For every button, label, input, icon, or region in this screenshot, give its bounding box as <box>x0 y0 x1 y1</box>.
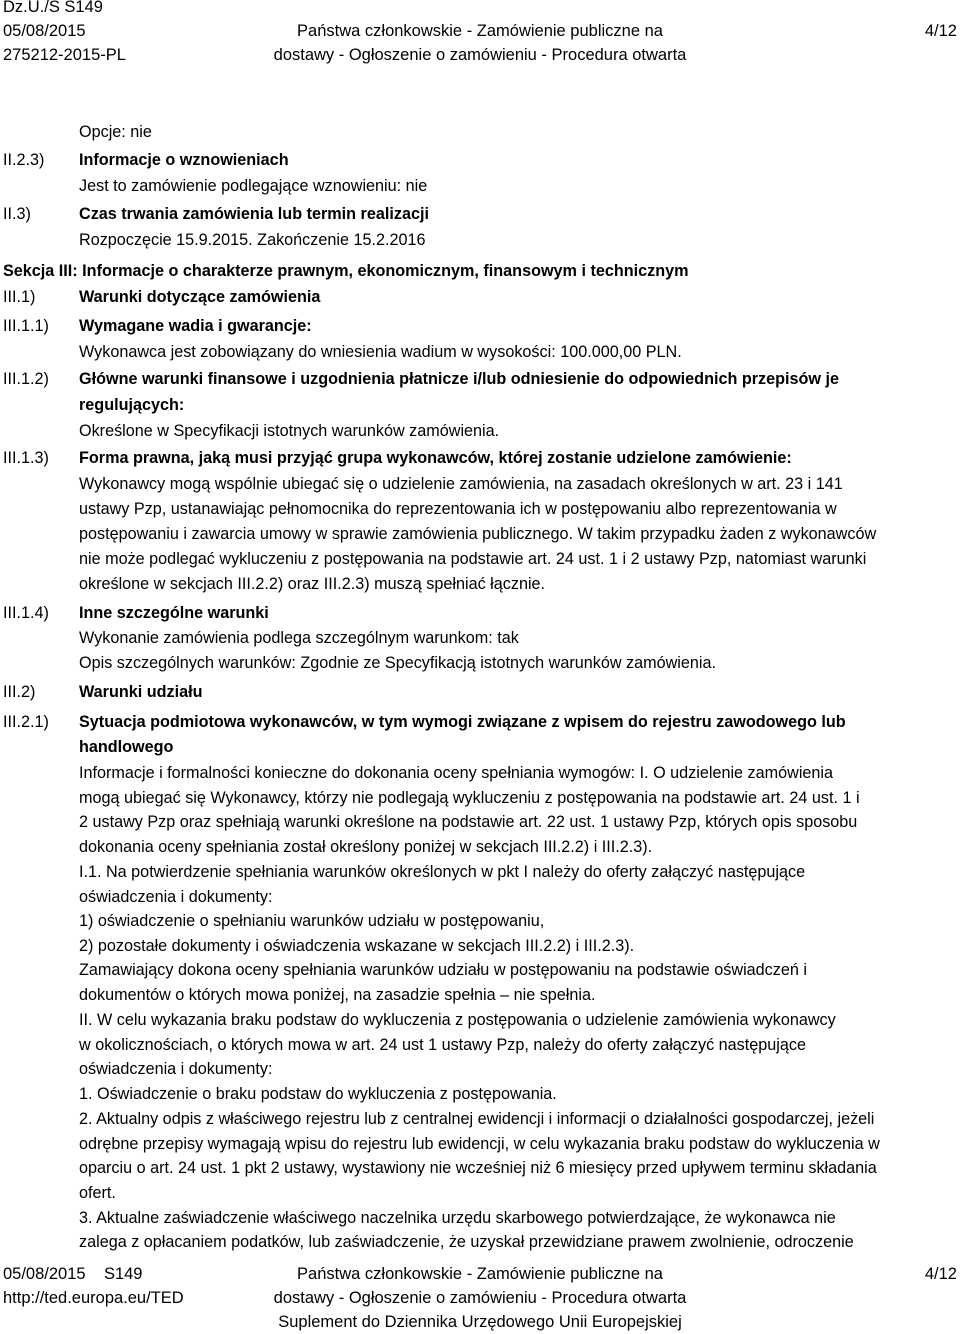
section-number: III.2) <box>3 683 36 701</box>
text-line: postępowaniu i zawarcia umowy w sprawie zamówienia publicznego. W takim przypadku żaden z wykonawców <box>79 525 877 543</box>
subsection-heading: handlowego <box>79 738 174 756</box>
notice-number: 275212-2015-PL <box>3 46 126 64</box>
section-number: II.2.3) <box>3 151 45 169</box>
header-title-line-2: dostawy - Ogłoszenie o zamówieniu - Procedura otwarta <box>273 46 687 64</box>
subsection-heading: Główne warunki finansowe i uzgodnienia płatnicze i/lub odniesienie do odpowiednich przepisów je <box>79 370 839 388</box>
section-number: III.1.2) <box>3 370 49 388</box>
footer-issue: S149 <box>103 1265 143 1283</box>
subsection-heading: regulujących: <box>79 396 185 414</box>
journal-ref: Dz.U./S S149 <box>3 0 103 16</box>
text-line: określone w sekcjach III.2.2) oraz III.2.3) muszą spełniać łącznie. <box>79 575 546 593</box>
text-line: ustawy Pzp, ustanawiając pełnomocnika do reprezentowania ich w postępowaniu albo reprezentowania w <box>79 500 837 518</box>
text-line: 1) oświadczenie o spełnianiu warunków udziału w postępowaniu, <box>79 912 545 930</box>
text-line: Określone w Specyfikacji istotnych warunków zamówienia. <box>79 422 500 440</box>
footer-url-link[interactable]: http://ted.europa.eu/TED <box>3 1289 184 1307</box>
section-number: III.1.1) <box>3 317 49 335</box>
section-number: III.1.3) <box>3 449 49 467</box>
text-line: II. W celu wykazania braku podstaw do wykluczenia z postępowania o udzielenie zamówienia wykonawcy <box>79 1011 836 1029</box>
text-line: oświadczenia i dokumenty: <box>79 1060 273 1078</box>
section-number: III.1.4) <box>3 604 49 622</box>
text-line: ofert. <box>79 1184 116 1202</box>
footer-title-line-3: Suplement do Dziennika Urzędowego Unii Europejskiej <box>278 1313 682 1331</box>
subsection-heading: Sytuacja podmiotowa wykonawców, w tym wymogi związane z wpisem do rejestru zawodowego lub <box>79 713 846 731</box>
header-page-number: 4/12 <box>924 22 957 40</box>
section-number: III.2.1) <box>3 713 49 731</box>
text-line: 3. Aktualne zaświadczenie właściwego naczelnika urzędu skarbowego potwierdzające, że wykonawca nie <box>79 1209 836 1227</box>
text-line: Wykonawcy mogą wspólnie ubiegać się o udzielenie zamówienia, na zasadach określonych w art. 23 i 141 <box>79 475 843 493</box>
text-line: nie może podlegać wykluczeniu z postępowania na podstawie art. 24 ust. 1 i 2 ustawy Pzp, natomiast warunki <box>79 550 867 568</box>
text-line: 2 ustawy Pzp oraz spełniają warunki określone na podstawie art. 22 ust. 1 ustawy Pzp, których opis sposobu <box>79 813 858 831</box>
text-line: w okolicznościach, o których mowa w art. 24 ust 1 ustawy Pzp, należy do oferty załączyć następujące <box>79 1036 806 1054</box>
subsection-heading: Warunki udziału <box>79 683 203 701</box>
text-line: Wykonawca jest zobowiązany do wniesienia wadium w wysokości: 100.000,00 PLN. <box>79 343 682 361</box>
subsection-heading: Forma prawna, jaką musi przyjąć grupa wykonawców, której zostanie udzielone zamówienie: <box>79 449 792 467</box>
text-line: Wykonanie zamówienia podlega szczególnym warunkom: tak <box>79 629 519 647</box>
text-line: 1. Oświadczenie o braku podstaw do wykluczenia z postępowania. <box>79 1085 557 1103</box>
text-line: mogą ubiegać się Wykonawcy, którzy nie podlegają wykluczeniu z postępowania na podstawie art. 24 ust. 1 i <box>79 789 860 807</box>
text-line: Informacje i formalności konieczne do dokonania oceny spełniania wymogów: I. O udzielenie zamówienia <box>79 764 834 782</box>
header-title-line-1: Państwa członkowskie - Zamówienie publiczne na <box>297 22 663 40</box>
text-line: odrębne przepisy wymagają wpisu do rejestru lub ewidencji, w celu wykazania braku podstaw do wykluczenia w <box>79 1135 880 1153</box>
text-line: Rozpoczęcie 15.9.2015. Zakończenie 15.2.2016 <box>79 231 426 249</box>
text-line: Zamawiający dokona oceny spełniania warunków udziału w postępowaniu na podstawie oświadczeń i <box>79 961 807 979</box>
subsection-heading: Informacje o wznowieniach <box>79 151 289 169</box>
text-line: 2) pozostałe dokumenty i oświadczenia wskazane w sekcjach III.2.2) i III.2.3). <box>79 937 635 955</box>
text-line: 2. Aktualny odpis z właściwego rejestru lub z centralnej ewidencji i informacji o działalności gospodarczej, jeżeli <box>79 1110 875 1128</box>
page-header <box>0 0 960 72</box>
section-number: III.1) <box>3 288 36 306</box>
text-line: Jest to zamówienie podlegające wznowieniu: nie <box>79 177 428 195</box>
subsection-heading: Warunki dotyczące zamówienia <box>79 288 321 306</box>
footer-title-line-1: Państwa członkowskie - Zamówienie publiczne na <box>297 1265 663 1283</box>
text-line: dokumentów o których mowa poniżej, na zasadzie spełnia – nie spełnia. <box>79 986 596 1004</box>
subsection-heading: Wymagane wadia i gwarancje: <box>79 317 312 335</box>
header-date: 05/08/2015 <box>3 22 86 40</box>
text-line: Opcje: nie <box>79 123 152 141</box>
footer-title-line-2: dostawy - Ogłoszenie o zamówieniu - Procedura otwarta <box>273 1289 687 1307</box>
footer-date: 05/08/2015 S149 <box>3 1265 143 1283</box>
subsection-heading: Czas trwania zamówienia lub termin realizacji <box>79 205 429 223</box>
section-number: II.3) <box>3 205 31 223</box>
text-line: oświadczenia i dokumenty: <box>79 888 273 906</box>
text-line: zalega z opłacaniem podatków, lub zaświadczenie, że uzyskał przewidziane prawem zwolnienie, odroczenie <box>79 1233 854 1251</box>
text-line: Opis szczególnych warunków: Zgodnie ze Specyfikacją istotnych warunków zamówienia. <box>79 654 717 672</box>
text-line: dokonania oceny spełniania został określony poniżej w sekcjach III.2.2) i III.2.3). <box>79 838 653 856</box>
page-footer <box>0 1262 960 1334</box>
text-line: oparciu o art. 24 ust. 1 pkt 2 ustawy, wystawiony nie wcześniej niż 6 miesięcy przed upływem terminu składania <box>79 1159 877 1177</box>
section-heading: Sekcja III: Informacje o charakterze prawnym, ekonomicznym, finansowym i technicznym <box>3 262 689 280</box>
subsection-heading: Inne szczególne warunki <box>79 604 269 622</box>
footer-page-number: 4/12 <box>924 1265 957 1283</box>
text-line: I.1. Na potwierdzenie spełniania warunków określonych w pkt I należy do oferty załączyć następujące <box>79 863 806 881</box>
